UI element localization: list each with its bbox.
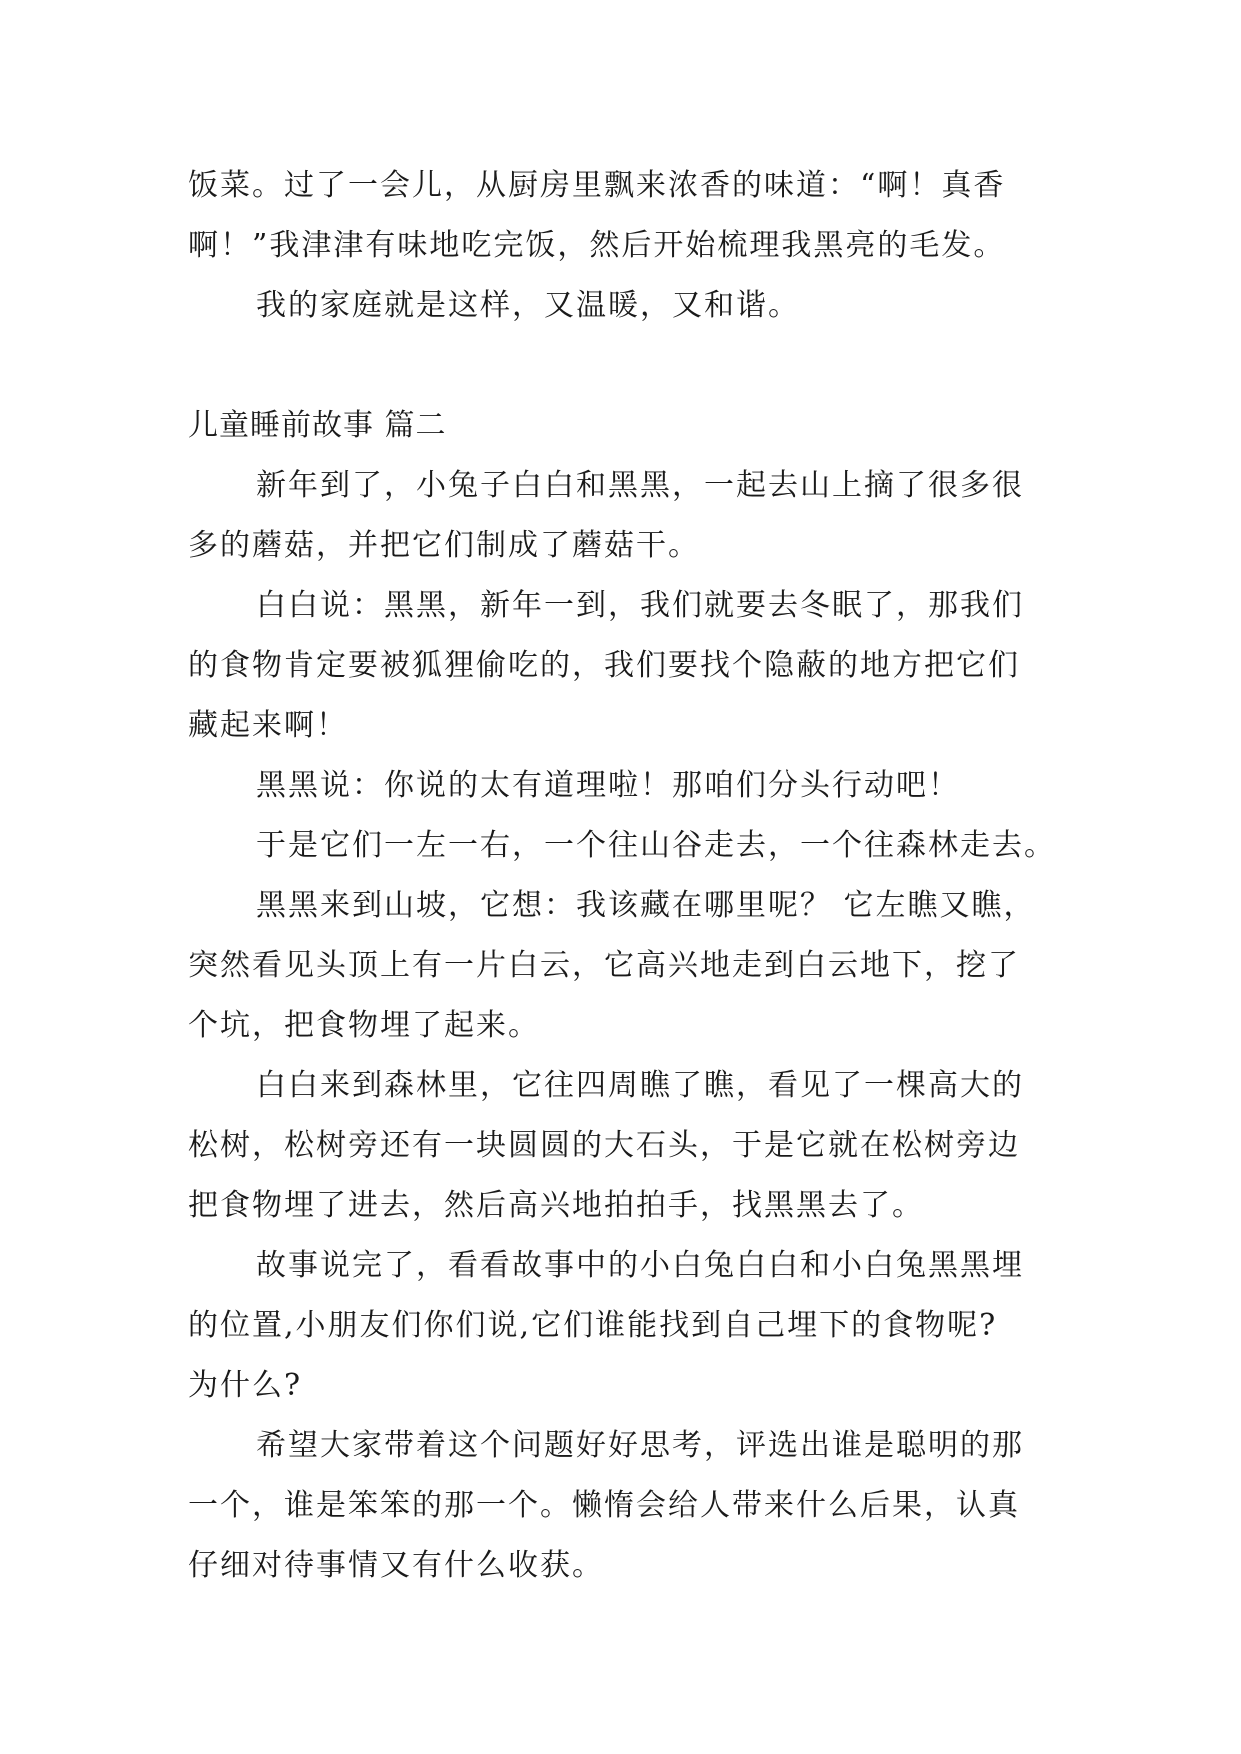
paragraph-line: 我的家庭就是这样，又温暖，又和谐。 — [256, 288, 800, 323]
section-heading: 儿童睡前故事 篇二 — [188, 408, 447, 443]
paragraph-line: 的位置,小朋友们你们说,它们谁能找到自己埋下的食物呢? — [188, 1308, 998, 1343]
paragraph-line: 于是它们一左一右，一个往山谷走去，一个往森林走去。 — [256, 828, 1056, 863]
paragraph-line: 饭菜。过了一会儿，从厨房里飘来浓香的味道：“啊！真香 — [188, 168, 1006, 203]
paragraph-line: 啊！”我津津有味地吃完饭，然后开始梳理我黑亮的毛发。 — [188, 228, 1006, 263]
paragraph-line: 把食物埋了进去，然后高兴地拍拍手，找黑黑去了。 — [188, 1188, 924, 1223]
paragraph-line: 多的蘑菇，并把它们制成了蘑菇干。 — [188, 528, 700, 563]
paragraph-line: 仔细对待事情又有什么收获。 — [188, 1548, 604, 1583]
paragraph-line: 的食物肯定要被狐狸偷吃的，我们要找个隐蔽的地方把它们 — [188, 648, 1020, 683]
paragraph-line: 白白来到森林里，它往四周瞧了瞧，看见了一棵高大的 — [256, 1068, 1024, 1103]
paragraph-line: 个坑，把食物埋了起来。 — [188, 1008, 540, 1043]
paragraph-line: 白白说：黑黑，新年一到，我们就要去冬眠了，那我们 — [256, 588, 1024, 623]
paragraph-line: 故事说完了，看看故事中的小白兔白白和小白兔黑黑埋 — [256, 1248, 1024, 1283]
paragraph-line: 藏起来啊！ — [188, 708, 348, 743]
paragraph-line: 松树，松树旁还有一块圆圆的大石头，于是它就在松树旁边 — [188, 1128, 1020, 1163]
paragraph-line: 突然看见头顶上有一片白云，它高兴地走到白云地下，挖了 — [188, 948, 1020, 983]
paragraph-line: 新年到了，小兔子白白和黑黑，一起去山上摘了很多很 — [256, 468, 1024, 503]
paragraph-line: 希望大家带着这个问题好好思考，评选出谁是聪明的那 — [256, 1428, 1024, 1463]
paragraph-line: 黑黑来到山坡，它想：我该藏在哪里呢？ 它左瞧又瞧， — [256, 888, 1036, 923]
paragraph-line: 为什么? — [188, 1368, 303, 1403]
paragraph-line: 一个，谁是笨笨的那一个。懒惰会给人带来什么后果，认真 — [188, 1488, 1020, 1523]
paragraph-line: 黑黑说：你说的太有道理啦！那咱们分头行动吧！ — [256, 768, 960, 803]
